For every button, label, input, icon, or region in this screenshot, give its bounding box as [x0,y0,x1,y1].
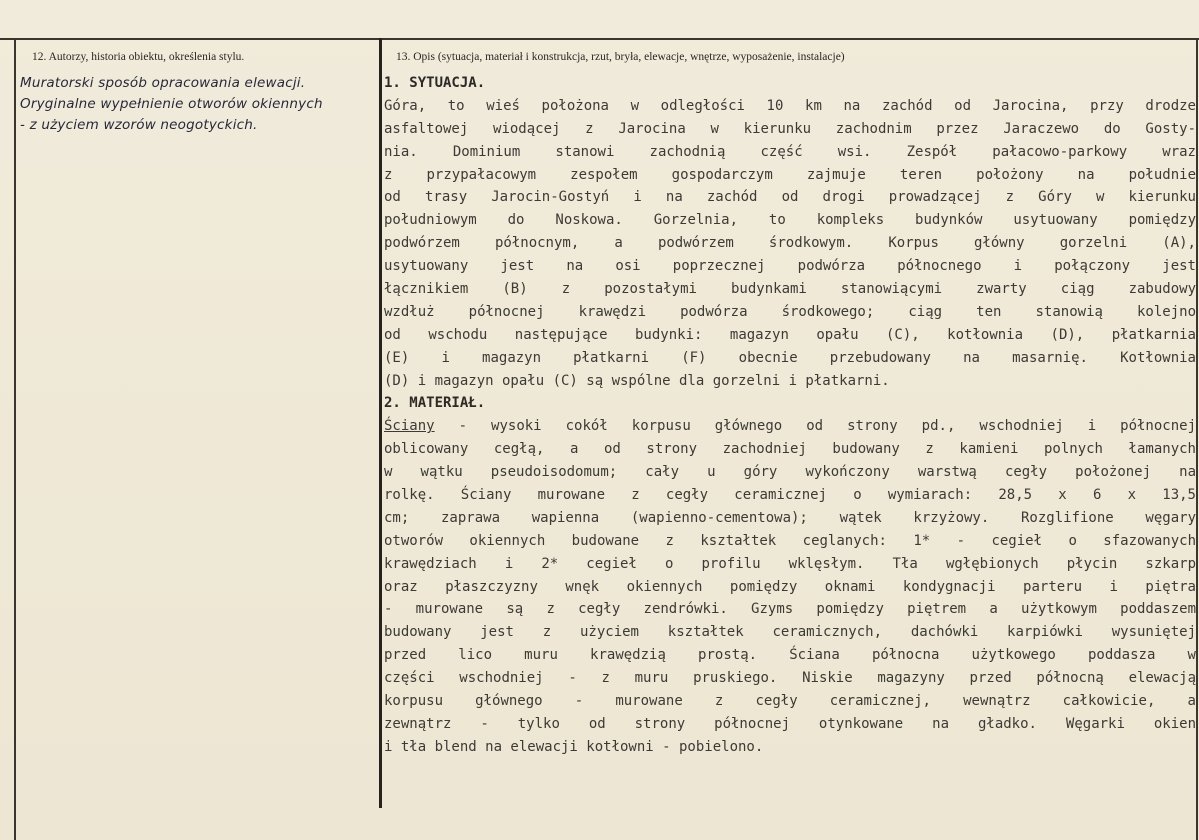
handwritten-line: - z użyciem wzorów neogotyckich. [20,117,258,133]
field-13-header: 13. Opis (sytuacja, materiał i konstrukcja, rzut, bryła, elewacje, wnętrze, wyposażenie, instalacje) [396,51,845,63]
typed-description [384,72,1196,759]
text-line: oblicowany cegłą, a od strony zachodniej budowany z kamieni polnych łamanych [384,441,1196,458]
text-line: południowym do Noskowa. Gorzelnia, to kompleks budynków usytuowany pomiędzy [384,212,1196,229]
card-top-rule [0,38,1199,40]
section-2-heading: 2. MATERIAŁ. [384,395,486,412]
text-line: rolkę. Ściany murowane z cegły ceramicznej o wymiarach: 28,5 x 6 x 13,5 [384,487,1196,504]
text-line: korpusu głównego - murowane z cegły ceramicznej, wewnątrz całkowicie, a [384,693,1196,710]
text-line: otworów okiennych budowane z kształtek ceglanych: 1* - cegieł o sfazowanych [384,532,1196,549]
text-line [384,415,1196,438]
text-line: - murowane są z cegły zendrówki. Gzyms pomiędzy piętrem a użytkowym poddaszem [384,601,1196,618]
text-line: z przypałacowym zespołem gospodarczym zajmuje teren położony na południe [384,166,1196,183]
text-line: budowany jest z użyciem kształtek ceramicznych, dachówki karpiówki wysuniętej [384,624,1196,641]
underlined-term: Ściany [384,418,435,435]
handwritten-notes [20,73,380,136]
text-line: przed lico muru krawędzią prostą. Ściana północna użytkowego poddasza w [384,647,1196,664]
handwritten-line: Muratorski sposób opracowania elewacji. [20,75,306,91]
text-line: wzdłuż północnej krawędzi podwórza środkowego; ciąg ten stanowią kolejno [384,303,1196,320]
column-divider [379,38,382,808]
text-line: zewnątrz - tylko od strony północnej otynkowane na gładko. Węgarki okien [384,715,1196,732]
text-line: podwórzem północnym, a podwórzem środkowym. Korpus główny gorzelni (A), [384,235,1196,252]
text-line: cm; zaprawa wapienna (wapienno-cementowa); wątek krzyżowy. Rozglifione węgary [384,509,1196,526]
text-line: łącznikiem (B) z pozostałymi budynkami stanowiącymi zwarty ciąg zabudowy [384,281,1196,298]
text-span: - wysoki cokół korpusu głównego od strony pd., wschodniej i północnej [434,418,1196,435]
field-12-header: 12. Autorzy, historia obiektu, określenia stylu. [32,51,245,63]
text-line: od trasy Jarocin-Gostyń i na zachód od drogi prowadzącej z Góry w kierunku [384,189,1196,206]
card-right-rule [1196,38,1198,840]
text-line: nia. Dominium stanowi zachodnią część wsi. Zespół pałacowo-parkowy wraz [384,143,1196,160]
text-line: krawędziach i 2* cegieł o profilu wklęsłym. Tła wgłębionych płycin szkarp [384,555,1196,572]
text-line: oraz płaszczyzny wnęk okiennych pomiędzy oknami kondygnacji parteru i piętra [384,578,1196,595]
text-line: od wschodu następujące budynki: magazyn opału (C), kotłownia (D), płatkarnia [384,326,1196,343]
text-line: części wschodniej - z muru pruskiego. Niskie magazyny przed północną elewacją [384,670,1196,687]
text-line: (E) i magazyn płatkarni (F) obecnie przebudowany na masarnię. Kotłownia [384,349,1196,366]
text-line: (D) i magazyn opału (C) są wspólne dla gorzelni i płatkarni. [384,372,890,389]
handwritten-line: Oryginalne wypełnienie otworów okiennych [20,96,323,112]
text-line: w wątku pseudoisodomum; cały u góry wykończony warstwą cegły położonej na [384,464,1196,481]
card-left-rule [14,38,16,840]
text-line: asfaltowej wiodącej z Jarocina w kierunku zachodnim przez Jaraczewo do Gosty- [384,120,1196,137]
text-line: usytuowany jest na osi poprzecznej podwórza północnego i połączony jest [384,258,1196,275]
text-line: Góra, to wieś położona w odległości 10 km na zachód od Jarocina, przy drodze [384,97,1196,114]
text-line: i tła blend na elewacji kotłowni - pobielono. [384,738,764,755]
section-1-heading: 1. SYTUACJA. [384,75,486,91]
